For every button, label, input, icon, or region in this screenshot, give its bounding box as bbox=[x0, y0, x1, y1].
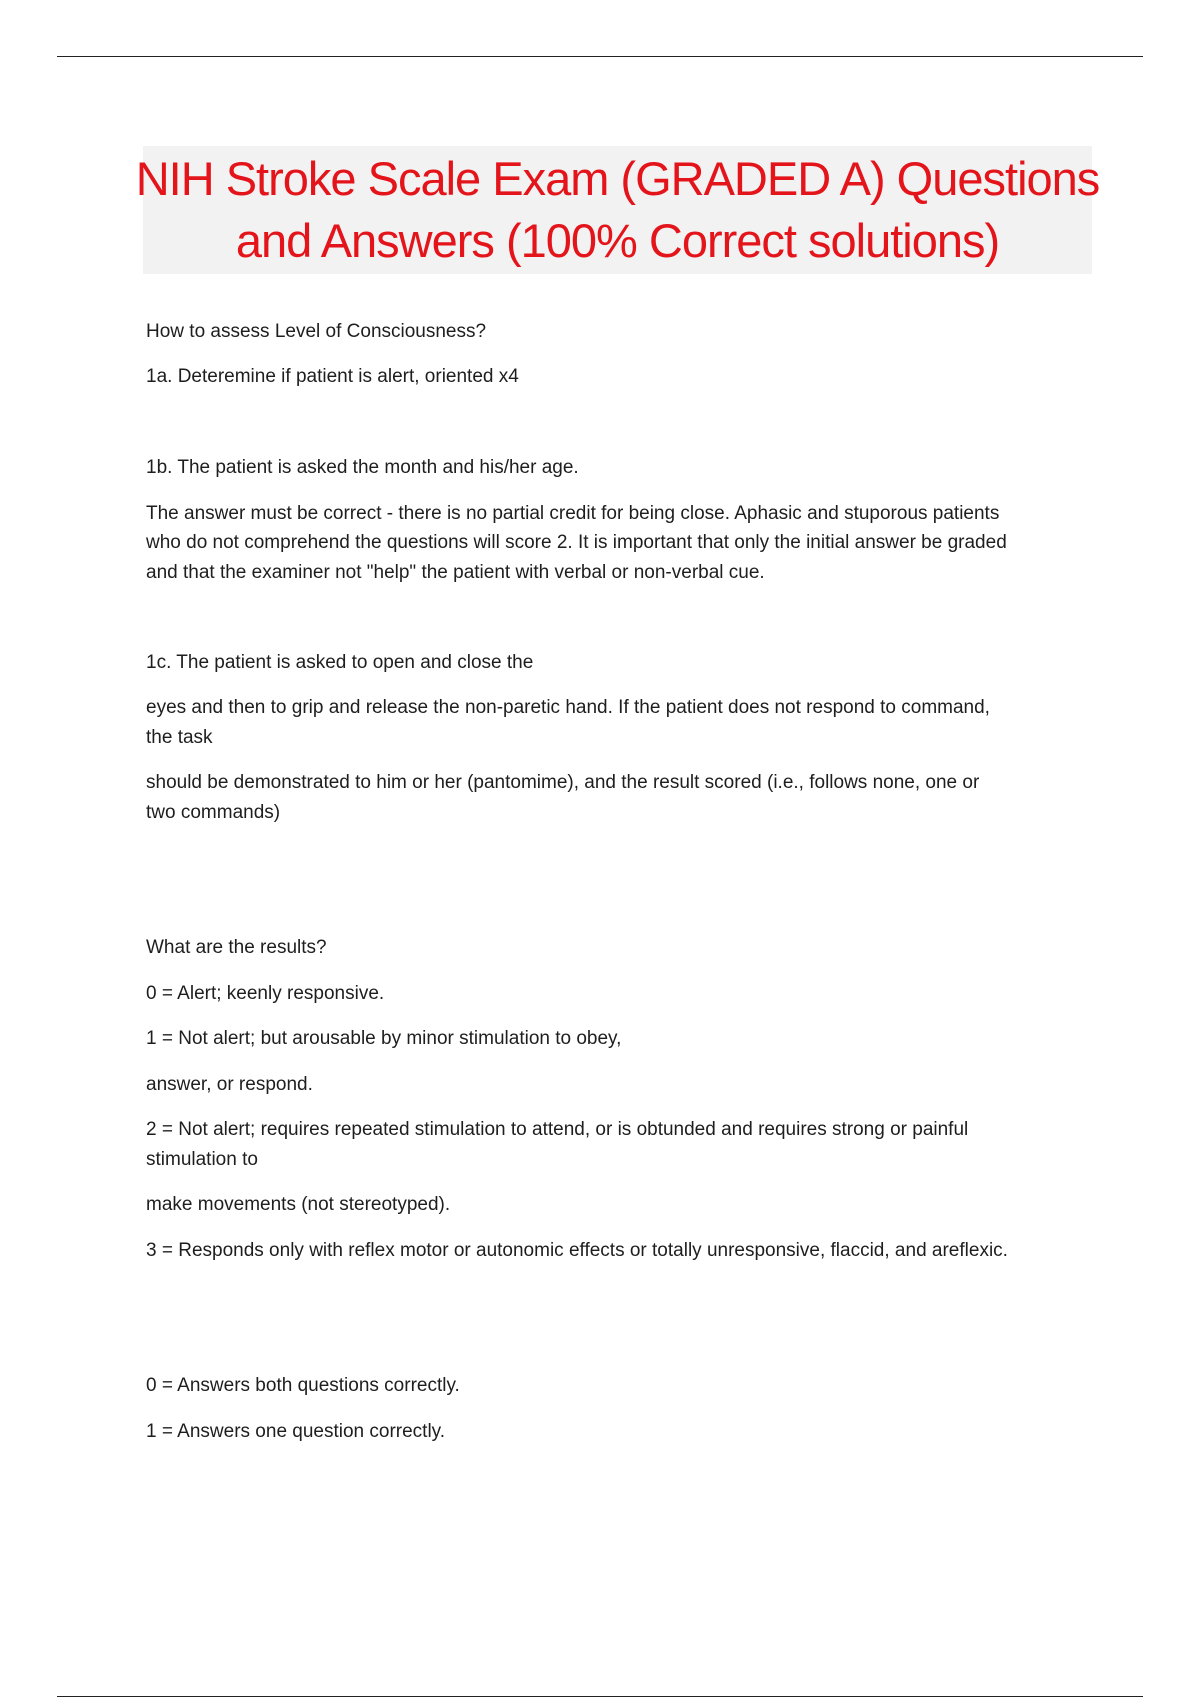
result-2-line-1: 2 = Not alert; requires repeated stimulation to attend, or is obtunded and requires strong or painful bbox=[146, 1119, 969, 1140]
answer-1b: 1b. The patient is asked the month and his/her age. bbox=[146, 457, 579, 478]
title-line-2: and Answers (100% Correct solutions) bbox=[235, 214, 1000, 267]
result-3: 3 = Responds only with reflex motor or autonomic effects or totally unresponsive, flaccid, and areflexic. bbox=[146, 1240, 1008, 1261]
answer-1b-note-line-3: and that the examiner not "help" the patient with verbal or non-verbal cue. bbox=[146, 562, 765, 583]
answer-1c-demonstration-line-1: should be demonstrated to him or her (pantomime), and the result scored (i.e., follows none, one or bbox=[146, 772, 980, 793]
answer-1b-note-line-2: who do not comprehend the questions will score 2. It is important that only the initial answer be graded bbox=[146, 532, 1007, 553]
answer-1c: 1c. The patient is asked to open and close the bbox=[146, 652, 534, 673]
result-2-line-2: stimulation to bbox=[146, 1149, 258, 1170]
answer-1c-demonstration-line-2: two commands) bbox=[146, 802, 281, 823]
score-one-correct: 1 = Answers one question correctly. bbox=[146, 1421, 446, 1442]
answer-1b-note-line-1: The answer must be correct - there is no partial credit for being close. Aphasic and stuporous patients bbox=[146, 503, 1000, 524]
score-both-correct: 0 = Answers both questions correctly. bbox=[146, 1375, 460, 1396]
result-0: 0 = Alert; keenly responsive. bbox=[146, 983, 385, 1004]
result-2-continued: make movements (not stereotyped). bbox=[146, 1194, 451, 1215]
answer-1c-continued-line-2: the task bbox=[146, 727, 213, 748]
document-title bbox=[135, 146, 1100, 274]
question-level-of-consciousness: How to assess Level of Consciousness? bbox=[146, 321, 487, 342]
answer-1c-continued-line-1: eyes and then to grip and release the non-paretic hand. If the patient does not respond to command, bbox=[146, 697, 990, 718]
title-line-1: NIH Stroke Scale Exam (GRADED A) Questions bbox=[135, 152, 1100, 205]
header-rule bbox=[57, 56, 1143, 57]
result-1: 1 = Not alert; but arousable by minor stimulation to obey, bbox=[146, 1028, 622, 1049]
question-results: What are the results? bbox=[146, 937, 327, 958]
footer-rule bbox=[57, 1696, 1143, 1697]
result-1-continued: answer, or respond. bbox=[146, 1074, 313, 1095]
answer-1a: 1a. Deteremine if patient is alert, oriented x4 bbox=[146, 366, 519, 387]
